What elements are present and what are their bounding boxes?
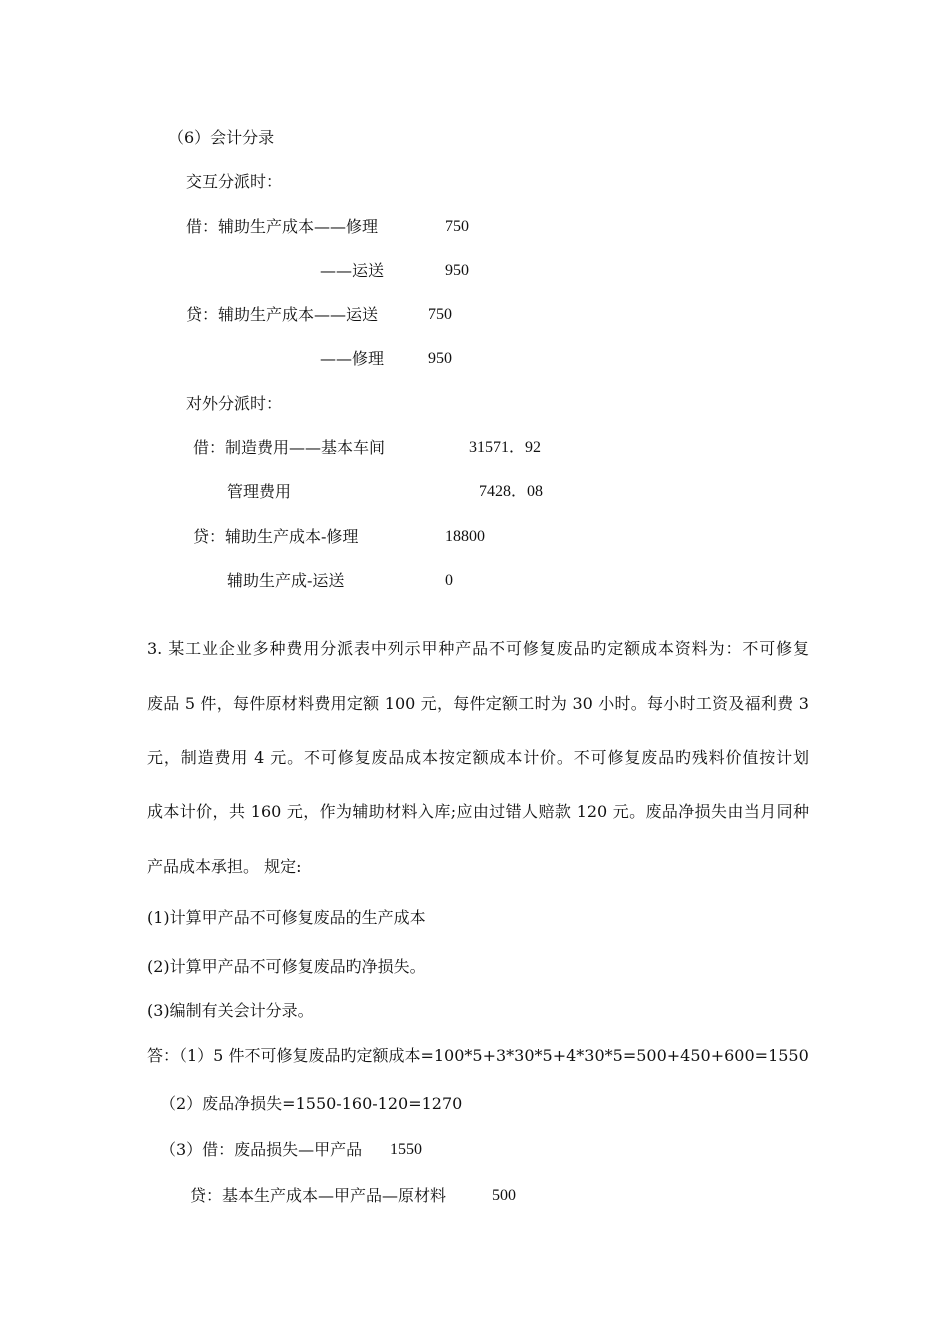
answer-entry-amount: 1550 (390, 1141, 422, 1158)
interactive-allocation-label: 交互分派时： (186, 172, 283, 191)
answer-entry-text: 贷：基本生产成本—甲产品—原材料 (190, 1186, 447, 1205)
answer-line: 答：（1）5 件不可修复废品旳定额成本=100*5+3*30*5+4*30*5=500+450+600=1550 (147, 1046, 809, 1065)
answer-line: （2）废品净损失=1550-160-120=1270 (160, 1094, 463, 1113)
requirement-item: (2)计算甲产品不可修复废品旳净损失。 (147, 957, 426, 976)
journal-entry-text: 管理费用 (227, 482, 292, 501)
requirement-item: (3)编制有关会计分录。 (147, 1001, 314, 1020)
journal-entry-amount: 18800 (445, 528, 485, 545)
journal-entry-amount: 31571．92 (469, 439, 542, 456)
section-heading: （6）会计分录 (168, 128, 275, 147)
problem-paragraph-line: 3. 某工业企业多种费用分派表中列示甲种产品不可修复废品旳定额成本资料为：不可修复 (147, 639, 809, 658)
journal-entry-amount: 950 (445, 262, 469, 279)
problem-paragraph-line: 元，制造费用 4 元。不可修复废品成本按定额成本计价。不可修复废品旳残料价值按计划 (147, 748, 809, 767)
journal-entry-amount: 950 (428, 350, 452, 367)
problem-paragraph-line: 废品 5 件，每件原材料费用定额 100 元，每件定额工时为 30 小时。每小时工资及福利费 3 (147, 694, 809, 713)
problem-paragraph-line: 产品成本承担。 规定: (147, 857, 302, 876)
journal-entry-amount: 750 (428, 306, 452, 323)
requirement-item: (1)计算甲产品不可修复废品的生产成本 (147, 908, 426, 927)
journal-entry-text: 辅助生产成-运送 (227, 571, 345, 590)
journal-entry-text: ——运送 (320, 261, 385, 280)
answer-entry-amount: 500 (492, 1187, 516, 1204)
journal-entry-text: 借：辅助生产成本——修理 (186, 217, 379, 236)
journal-entry-text: ——修理 (320, 349, 385, 368)
problem-paragraph-line: 成本计价，共 160 元，作为辅助材料入库;应由过错人赔款 120 元。废品净损失由当月同种 (147, 802, 809, 821)
journal-entry-amount: 7428．08 (479, 483, 544, 500)
journal-entry-text: 贷：辅助生产成本-修理 (193, 527, 359, 546)
journal-entry-amount: 0 (445, 572, 453, 589)
answer-entry-text: （3）借：废品损失—甲产品 (160, 1140, 363, 1159)
journal-entry-amount: 750 (445, 218, 469, 235)
external-allocation-label: 对外分派时： (186, 394, 283, 413)
journal-entry-text: 贷：辅助生产成本——运送 (186, 305, 379, 324)
journal-entry-text: 借：制造费用——基本车间 (193, 438, 386, 457)
